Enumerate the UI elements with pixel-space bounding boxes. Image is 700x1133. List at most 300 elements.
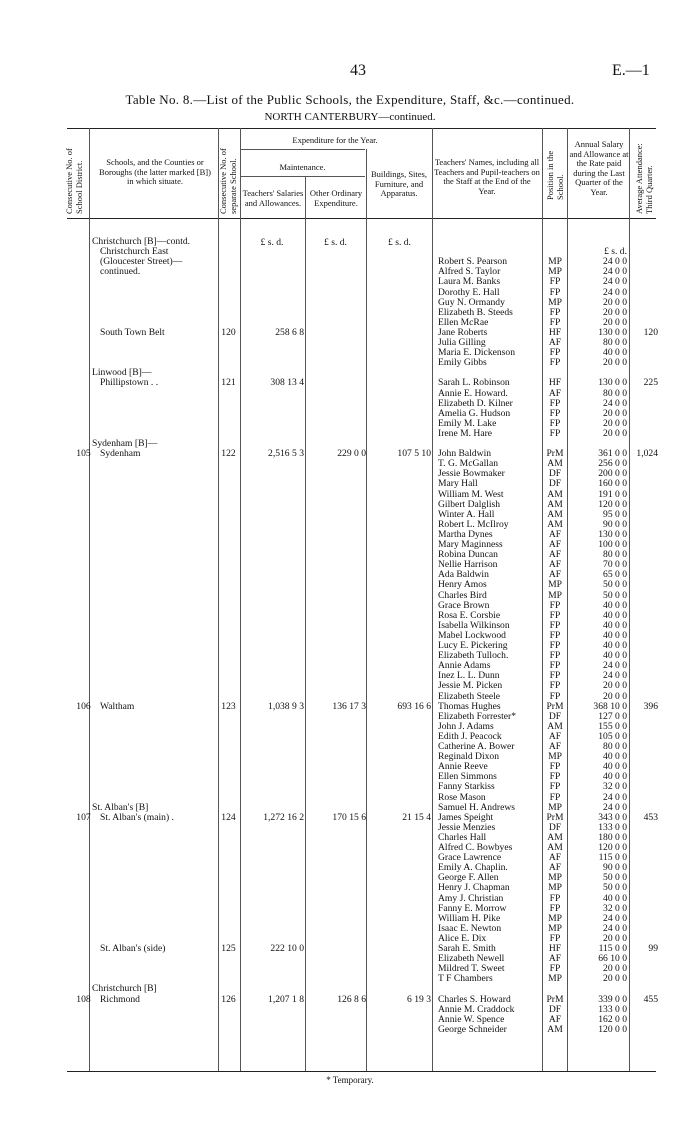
- annual-salary: 24 0 0: [603, 266, 627, 278]
- annual-salary: 343 0 0: [598, 811, 627, 823]
- teacher-position: FP: [549, 407, 561, 419]
- annual-salary: 24 0 0: [603, 276, 627, 288]
- teacher-name: Sarah E. Smith: [438, 943, 496, 954]
- annual-salary: 105 0 0: [598, 730, 627, 742]
- table-row: [0, 298, 700, 308]
- teacher-position: AF: [548, 387, 562, 399]
- annual-salary: 80 0 0: [603, 549, 627, 561]
- teacher-name: James Speight: [438, 811, 494, 823]
- teacher-position: MP: [548, 266, 562, 278]
- district-no: 106: [76, 700, 91, 712]
- teacher-name: Jessie Bowmaker: [438, 468, 505, 480]
- teacher-position: AM: [547, 1023, 563, 1035]
- annual-salary: 120 0 0: [598, 842, 627, 853]
- teacher-position: FP: [549, 417, 561, 429]
- table-row: [0, 853, 700, 863]
- teacher-name: Charles Hall: [438, 831, 487, 843]
- teacher-name: Lucy E. Pickering: [438, 640, 508, 651]
- table-row: [0, 823, 700, 833]
- teacher-name: Ada Baldwin: [438, 569, 489, 581]
- buildings-expenditure: 6 19 3: [407, 993, 431, 1005]
- teacher-position: FP: [549, 932, 561, 944]
- teacher-name: Martha Dynes: [438, 528, 493, 540]
- teacher-position: AF: [548, 1013, 562, 1025]
- teacher-position: FP: [549, 316, 561, 328]
- teacher-position: DF: [548, 710, 562, 722]
- teacher-name: Mabel Lockwood: [438, 629, 506, 641]
- teacher-name: Rose Mason: [438, 791, 486, 803]
- annual-salary: 24 0 0: [603, 670, 627, 682]
- teacher-position: AF: [548, 559, 562, 571]
- annual-salary: 160 0 0: [598, 478, 627, 490]
- separate-no: 122: [221, 448, 236, 460]
- annual-salary: 20 0 0: [603, 296, 627, 308]
- table-row: [0, 308, 700, 318]
- teachers-salaries: 1,038 9 3: [268, 700, 304, 712]
- table-row: [0, 338, 700, 348]
- school-name: Christchurch [B]—contd.: [92, 236, 191, 247]
- table-title: Table No. 8.—List of the Public Schools, the Expenditure, Staff, &c.—continued.: [125, 92, 575, 107]
- average-attendance: 1,024: [636, 448, 658, 460]
- teacher-name: Guy N. Ormandy: [438, 296, 505, 308]
- teacher-name: Emily Gibbs: [438, 357, 487, 369]
- teachers-salaries: 258 6 8: [275, 326, 304, 338]
- header-rule: [366, 149, 367, 218]
- teacher-name: George Schneider: [438, 1023, 507, 1035]
- table-row: [0, 601, 700, 611]
- table-row: [0, 540, 700, 550]
- table-subtitle: NORTH CANTERBURY—continued.: [264, 111, 436, 123]
- table-row: [0, 984, 700, 994]
- school-name: continued.: [100, 266, 141, 278]
- teacher-name: Julia Gilling: [438, 337, 486, 348]
- teacher-name: Emily A. Chaplin.: [438, 862, 508, 874]
- school-name: Phillipstown . .: [100, 377, 159, 389]
- teacher-name: Robert L. McIlroy: [438, 518, 509, 530]
- teacher-name: Ellen Simmons: [438, 771, 497, 783]
- table-row: [0, 813, 700, 823]
- annual-salary: 50 0 0: [603, 579, 627, 591]
- teacher-position: AF: [548, 337, 562, 348]
- teacher-position: FP: [549, 609, 561, 621]
- teacher-position: DF: [548, 1003, 562, 1015]
- buildings-expenditure: 693 16 6: [397, 700, 431, 712]
- annual-salary: 120 0 0: [598, 1023, 627, 1035]
- teacher-position: HF: [548, 377, 562, 389]
- teacher-position: FP: [549, 357, 561, 369]
- teacher-position: AF: [548, 852, 562, 864]
- annual-salary: 24 0 0: [603, 801, 627, 813]
- table-row: [0, 954, 700, 964]
- table-row: [0, 591, 700, 601]
- annual-salary: 24 0 0: [603, 397, 627, 409]
- school-name: Richmond: [100, 993, 140, 1005]
- school-name: South Town Belt: [100, 326, 165, 338]
- other-expenditure: 136 17 3: [332, 700, 366, 712]
- teacher-position: AM: [547, 458, 563, 470]
- teacher-position: FP: [549, 619, 561, 631]
- table-row: [0, 873, 700, 883]
- other-expenditure: 229 0 0: [337, 448, 366, 460]
- teacher-position: AM: [547, 518, 563, 530]
- annual-salary: 66 10 0: [598, 953, 627, 965]
- teachers-salaries: 308 13 4: [270, 377, 304, 389]
- teacher-position: FP: [549, 427, 561, 439]
- annual-salary: 339 0 0: [598, 993, 627, 1005]
- teacher-name: Annie M. Craddock: [438, 1003, 515, 1015]
- teacher-position: FP: [549, 680, 561, 692]
- header-rule: [240, 176, 365, 177]
- annual-salary: 24 0 0: [603, 912, 627, 924]
- teacher-position: FP: [549, 660, 561, 672]
- teacher-position: FP: [549, 650, 561, 662]
- teacher-position: FP: [549, 690, 561, 702]
- table-row: [0, 510, 700, 520]
- table-row: [0, 419, 700, 429]
- teacher-name: Jane Roberts: [438, 326, 488, 338]
- table-row: [0, 944, 700, 954]
- annual-salary: 90 0 0: [603, 862, 627, 874]
- table-row: [0, 490, 700, 500]
- teacher-name: Isaac E. Newton: [438, 922, 502, 934]
- teacher-name: William M. West: [438, 488, 504, 500]
- table-row: [0, 1025, 700, 1035]
- teacher-name: Dorothy E. Hall: [438, 286, 500, 298]
- teacher-position: AF: [548, 528, 562, 540]
- teacher-name: Thomas Hughes: [438, 700, 501, 712]
- annual-salary: 256 0 0: [598, 458, 627, 470]
- teacher-position: FP: [549, 892, 561, 904]
- teacher-name: Henry Amos: [438, 579, 487, 591]
- table-row: [0, 964, 700, 974]
- school-name: Linwood [B]—: [92, 367, 152, 379]
- annual-salary: 130 0 0: [598, 377, 627, 389]
- teacher-position: FP: [549, 771, 561, 783]
- table-row: [0, 772, 700, 782]
- annual-salary: 65 0 0: [603, 569, 627, 581]
- annual-salary: £ s. d.: [604, 246, 627, 258]
- other-expenditure: 126 8 6: [337, 993, 366, 1005]
- table-row: [0, 479, 700, 489]
- annual-salary: 40 0 0: [603, 771, 627, 783]
- teacher-position: DF: [548, 478, 562, 490]
- teacher-name: Irene M. Hare: [438, 427, 493, 439]
- teacher-name: Robert S. Pearson: [438, 256, 508, 268]
- teacher-name: John Baldwin: [438, 448, 492, 460]
- teacher-name: George F. Allen: [438, 872, 499, 884]
- annual-salary: 50 0 0: [603, 589, 627, 601]
- teacher-position: AM: [547, 831, 563, 843]
- teacher-name: Alfred S. Taylor: [438, 266, 501, 278]
- separate-no: 124: [221, 811, 236, 823]
- teacher-position: AF: [548, 741, 562, 752]
- header-other: Other Ordinary Expenditure.: [309, 188, 363, 208]
- teacher-name: Alice E. Dix: [438, 932, 487, 944]
- annual-salary: 40 0 0: [603, 629, 627, 641]
- table-row: [0, 277, 700, 287]
- table-row: [0, 661, 700, 671]
- table-row: [0, 288, 700, 298]
- teacher-position: MP: [548, 872, 562, 884]
- teacher-name: Fanny Starkiss: [438, 781, 495, 793]
- teacher-position: AF: [548, 730, 562, 742]
- teacher-position: AM: [547, 508, 563, 520]
- average-attendance: 396: [643, 700, 658, 712]
- teacher-position: FP: [549, 397, 561, 409]
- header-expenditure: Expenditure for the Year.: [292, 135, 378, 145]
- currency-caption: £ s. d.: [388, 237, 411, 248]
- teacher-name: Winter A. Hall: [438, 508, 495, 520]
- teacher-name: Charles S. Howard: [438, 993, 511, 1005]
- annual-salary: 40 0 0: [603, 892, 627, 904]
- annual-salary: 90 0 0: [603, 518, 627, 530]
- annual-salary: 180 0 0: [598, 831, 627, 843]
- annual-salary: 20 0 0: [603, 407, 627, 419]
- annual-salary: 155 0 0: [598, 720, 627, 732]
- teacher-position: AM: [547, 488, 563, 500]
- teacher-position: MP: [548, 296, 562, 308]
- table-row: [0, 722, 700, 732]
- average-attendance: 455: [643, 993, 658, 1005]
- table-row: [0, 651, 700, 661]
- teachers-salaries: 1,272 16 2: [263, 811, 304, 823]
- table-row: [0, 520, 700, 530]
- annual-salary: 20 0 0: [603, 932, 627, 944]
- teacher-name: Annie Reeve: [438, 761, 488, 773]
- school-name: St. Alban's (main) .: [100, 811, 174, 823]
- school-name: St. Alban's (side): [100, 943, 166, 954]
- teacher-position: AF: [548, 862, 562, 874]
- buildings-expenditure: 107 5 10: [397, 448, 431, 460]
- page-code: E.—1: [612, 62, 650, 79]
- teacher-name: Fanny E. Morrow: [438, 902, 507, 914]
- annual-salary: 24 0 0: [603, 660, 627, 672]
- average-attendance: 453: [643, 811, 658, 823]
- table-row: [0, 671, 700, 681]
- annual-salary: 95 0 0: [603, 508, 627, 520]
- teacher-position: FP: [549, 286, 561, 298]
- annual-salary: 24 0 0: [603, 922, 627, 934]
- table-row: [0, 621, 700, 631]
- header-maintenance: Maintenance.: [279, 162, 326, 172]
- separate-no: 120: [221, 326, 236, 338]
- table-row: [0, 894, 700, 904]
- currency-caption: £ s. d.: [260, 237, 284, 248]
- teacher-position: AM: [547, 720, 563, 732]
- teacher-position: MP: [548, 882, 562, 894]
- teacher-position: AF: [548, 953, 562, 965]
- teacher-position: PrM: [546, 811, 564, 823]
- teacher-name: Laura M. Banks: [438, 276, 501, 288]
- annual-salary: 24 0 0: [603, 286, 627, 298]
- table-row: [0, 378, 700, 388]
- teacher-position: MP: [548, 922, 562, 934]
- teacher-name: Charles Bird: [438, 589, 487, 601]
- annual-salary: 24 0 0: [603, 791, 627, 803]
- teachers-salaries: 2,516 5 3: [268, 448, 304, 460]
- annual-salary: 130 0 0: [598, 326, 627, 338]
- annual-salary: 115 0 0: [598, 852, 627, 864]
- annual-salary: 127 0 0: [598, 710, 627, 722]
- annual-salary: 100 0 0: [598, 539, 627, 550]
- table-row: [0, 681, 700, 691]
- separate-no: 125: [221, 943, 236, 954]
- school-name: Sydenham [B]—: [92, 438, 158, 449]
- teacher-position: FP: [549, 670, 561, 682]
- teacher-name: Catherine A. Bower: [438, 741, 515, 752]
- annual-salary: 50 0 0: [603, 872, 627, 884]
- table-row: [0, 449, 700, 459]
- teacher-position: AF: [548, 549, 562, 561]
- teacher-position: MP: [548, 801, 562, 813]
- teacher-name: Alfred C. Bowbyes: [438, 842, 513, 853]
- annual-salary: 361 0 0: [598, 448, 627, 460]
- teacher-position: MP: [548, 579, 562, 591]
- teachers-salaries: 1,207 1 8: [268, 993, 304, 1005]
- teacher-name: Jessie M. Picken: [438, 680, 503, 692]
- district-no: 107: [76, 811, 91, 823]
- teacher-name: Elizabeth Newell: [438, 953, 505, 965]
- teacher-position: FP: [549, 791, 561, 803]
- table-row: [0, 904, 700, 914]
- annual-salary: 40 0 0: [603, 650, 627, 662]
- teachers-salaries: 222 10 0: [270, 943, 304, 954]
- table-row: [0, 995, 700, 1005]
- annual-salary: 32 0 0: [603, 781, 627, 793]
- table-row: [0, 611, 700, 621]
- annual-salary: 20 0 0: [603, 427, 627, 439]
- teacher-name: William H. Pike: [438, 912, 501, 924]
- school-name: St. Alban's [B]: [92, 801, 149, 813]
- school-name: Christchurch [B]: [92, 983, 157, 995]
- header-rule: [240, 149, 365, 150]
- teacher-position: FP: [549, 640, 561, 651]
- annual-salary: 24 0 0: [603, 256, 627, 268]
- table-row: [0, 580, 700, 590]
- annual-salary: 200 0 0: [598, 468, 627, 480]
- average-attendance: 99: [648, 943, 658, 954]
- teacher-position: MP: [548, 589, 562, 601]
- teacher-name: Sarah L. Robinson: [438, 377, 510, 389]
- table-row: [0, 389, 700, 399]
- teacher-position: MP: [548, 256, 562, 268]
- teacher-name: Samuel H. Andrews: [438, 801, 516, 813]
- teacher-name: Elizabeth Forrester*: [438, 710, 517, 722]
- teacher-position: FP: [549, 599, 561, 611]
- annual-salary: 120 0 0: [598, 498, 627, 510]
- table-row: [0, 500, 700, 510]
- teacher-name: Elizabeth B. Steeds: [438, 306, 513, 318]
- currency-caption: £ s. d.: [324, 237, 347, 248]
- annual-salary: 20 0 0: [603, 306, 627, 318]
- table-row: [0, 1015, 700, 1025]
- table-row: [0, 924, 700, 934]
- teacher-name: Mary Hall: [438, 478, 478, 490]
- teacher-name: Amelia G. Hudson: [438, 407, 511, 419]
- teacher-position: PrM: [546, 448, 564, 460]
- teacher-position: PrM: [546, 993, 564, 1005]
- separate-no: 121: [221, 377, 236, 389]
- teacher-name: Amy J. Christian: [438, 892, 504, 904]
- annual-salary: 40 0 0: [603, 347, 627, 359]
- annual-salary: 80 0 0: [603, 337, 627, 348]
- annual-salary: 368 10 0: [593, 700, 627, 712]
- teacher-position: FP: [549, 629, 561, 641]
- teacher-name: Robina Duncan: [438, 549, 498, 561]
- school-name: Waltham: [100, 700, 135, 712]
- teacher-name: Maria E. Dickenson: [438, 347, 515, 359]
- other-expenditure: 170 15 6: [332, 811, 366, 823]
- teacher-name: Elizabeth Tulloch.: [438, 650, 509, 662]
- teacher-name: Ellen McRae: [438, 316, 489, 328]
- table-row: [0, 732, 700, 742]
- header-district-no: Consecutive No. of School District.: [64, 148, 84, 214]
- table-row: [0, 267, 700, 277]
- header-attendance: Average Attendance: Third Quarter.: [634, 143, 654, 214]
- teacher-position: FP: [549, 902, 561, 914]
- table-row: [0, 459, 700, 469]
- table-row: [0, 833, 700, 843]
- annual-salary: 20 0 0: [603, 680, 627, 692]
- table-row: [0, 641, 700, 651]
- teacher-name: Reginald Dixon: [438, 751, 500, 763]
- teacher-name: Isabella Wilkinson: [438, 619, 510, 631]
- teacher-name: T F Chambers: [438, 973, 493, 985]
- table-row: [0, 712, 700, 722]
- separate-no: 123: [221, 700, 236, 712]
- teacher-name: Gilbert Dalglish: [438, 498, 501, 510]
- table-row: [0, 914, 700, 924]
- teacher-position: FP: [549, 306, 561, 318]
- table-row: [0, 570, 700, 580]
- table-row: [0, 550, 700, 560]
- teacher-position: AF: [548, 569, 562, 581]
- table-row: [0, 530, 700, 540]
- teacher-name: T. G. McGallan: [438, 458, 499, 470]
- annual-salary: 191 0 0: [598, 488, 627, 500]
- table-row: [0, 399, 700, 409]
- separate-no: 126: [221, 993, 236, 1005]
- table-row: [0, 752, 700, 762]
- header-teachers: Teachers' Names, including all Teachers and Pupil-teachers on the Staff at the End of the Year.: [434, 157, 540, 196]
- table-row: [0, 762, 700, 772]
- annual-salary: 20 0 0: [603, 973, 627, 985]
- teacher-position: MP: [548, 973, 562, 985]
- table-row: [0, 742, 700, 752]
- teacher-position: DF: [548, 468, 562, 480]
- school-name: (Gloucester Street)—: [100, 256, 183, 268]
- table-row: [0, 843, 700, 853]
- annual-salary: 133 0 0: [598, 1003, 627, 1015]
- teacher-position: MP: [548, 912, 562, 924]
- teacher-name: Grace Brown: [438, 599, 490, 611]
- table-row: [0, 1005, 700, 1015]
- teacher-position: HF: [548, 326, 562, 338]
- teacher-position: FP: [549, 276, 561, 288]
- district-no: 108: [76, 993, 91, 1005]
- teacher-name: Henry J. Chapman: [438, 882, 510, 894]
- table-row: [0, 409, 700, 419]
- annual-salary: 70 0 0: [603, 559, 627, 571]
- average-attendance: 225: [643, 377, 658, 389]
- teacher-name: Annie E. Howard.: [438, 387, 508, 399]
- teacher-name: John J. Adams: [438, 720, 494, 732]
- annual-salary: 133 0 0: [598, 821, 627, 833]
- teacher-position: MP: [548, 751, 562, 763]
- teacher-position: FP: [549, 347, 561, 359]
- teacher-name: Mildred T. Sweet: [438, 963, 505, 975]
- annual-salary: 40 0 0: [603, 609, 627, 621]
